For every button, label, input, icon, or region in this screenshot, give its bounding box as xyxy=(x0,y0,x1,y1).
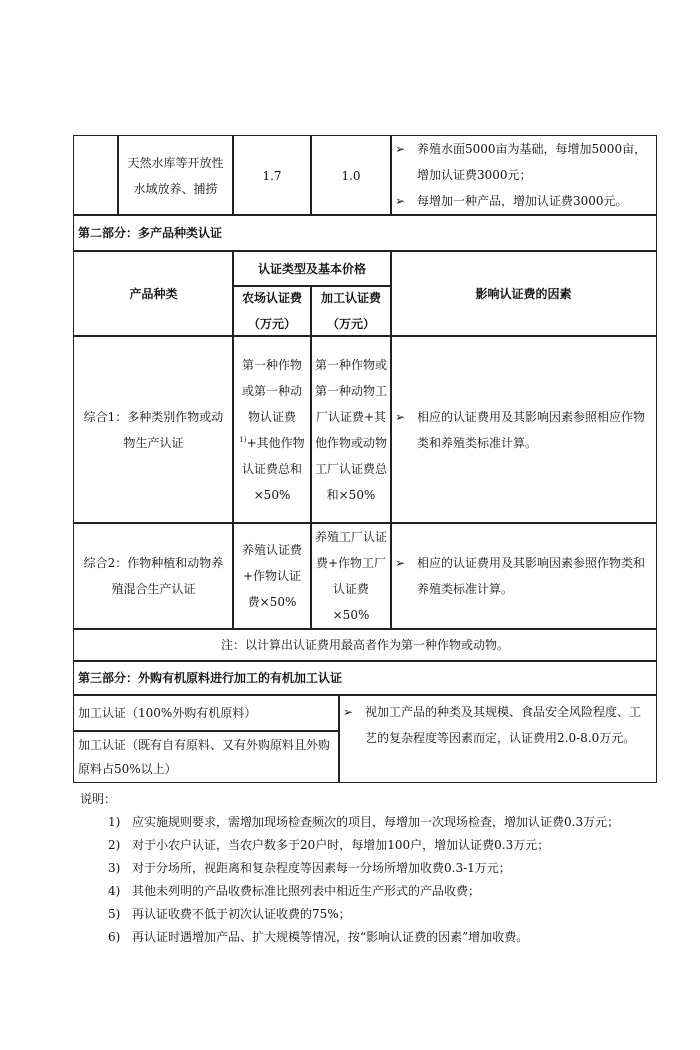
category-cell: 天然水库等开放性水域放养、捕捞 xyxy=(117,135,234,216)
row2-farm-fee: 养殖认证费+作物认证费×50% xyxy=(232,522,312,630)
farm-fee-cell: 1.7 xyxy=(232,135,312,216)
part2-title: 第二部分：多产品种类认证 xyxy=(73,214,657,252)
row1-factor: ➢ 相应的认证费用及其影响因素参照相应作物类和养殖类标准计算。 xyxy=(390,335,657,524)
row2-factor: ➢ 相应的认证费用及其影响因素参照作物类和养殖类标准计算。 xyxy=(390,522,657,630)
bullet-arrow-icon: ➢ xyxy=(395,142,406,156)
note-item: 6) 再认证时遇增加产品、扩大规模等情况，按“影响认证费的因素”增加收费。 xyxy=(108,930,529,944)
row2-product: 综合2：作物种植和动物养殖混合生产认证 xyxy=(73,522,234,630)
part2-note: 注：以计算出认证费用最高者作为第一种作物或动物。 xyxy=(73,628,657,662)
header-factors: 影响认证费的因素 xyxy=(390,250,657,337)
header-farm-fee: 农场认证费（万元） xyxy=(232,285,312,337)
note-item: 4) 其他未列明的产品收费标准比照列表中相近生产形式的产品收费； xyxy=(108,884,481,898)
factors-cell: ➢ 养殖水面5000亩为基础，每增加5000亩，增加认证费3000元； ➢ 每增加一种产品，增加认证费3000元。 xyxy=(390,135,657,216)
bullet-arrow-icon: ➢ xyxy=(395,194,406,208)
notes-section xyxy=(80,788,619,949)
part3-row2: 加工认证（既有自有原料、又有外购原料且外购原料占50%以上） xyxy=(73,730,340,783)
header-product: 产品种类 xyxy=(73,250,234,337)
note-item: 3) 对于分场所，视距离和复杂程度等因素每一分场所增加收费0.3-1万元； xyxy=(108,861,511,875)
part3-factor: ➢ 视加工产品的种类及其规模、食品安全风险程度、工艺的复杂程度等因素而定，认证费用2.0-8.0万元。 xyxy=(338,694,657,783)
part3-row1: 加工认证（100%外购有机原料） xyxy=(73,694,340,732)
bullet-arrow-icon: ➢ xyxy=(395,409,406,424)
note-item: 5) 再认证收费不低于初次认证收费的75%； xyxy=(108,907,351,921)
row1-farm-fee: 第一种作物或第一种动物认证费$^{1)}$+其他作物认证费总和×50% xyxy=(232,335,312,524)
row2-processing-fee: 养殖工厂认证费+作物工厂认证费×50% xyxy=(310,522,392,630)
note-item: 2) 对于小农户认证，当农户数多于20户时，每增加100户，增加认证费0.3万元； xyxy=(108,838,550,852)
note-item: 1) 应实施规则要求，需增加现场检查频次的项目，每增加一次现场检查，增加认证费0.3万元； xyxy=(108,815,620,829)
header-processing-fee: 加工认证费（万元） xyxy=(310,285,392,337)
row1-product: 综合1：多种类别作物或动物生产认证 xyxy=(73,335,234,524)
processing-fee-cell: 1.0 xyxy=(310,135,392,216)
bullet-arrow-icon: ➢ xyxy=(343,705,354,719)
part3-title: 第三部分：外购有机原料进行加工的有机加工认证 xyxy=(73,660,657,696)
blank-cell xyxy=(73,135,119,216)
notes-title: 说明： xyxy=(80,792,117,806)
bullet-arrow-icon: ➢ xyxy=(395,556,406,570)
row1-processing-fee: 第一种作物或第一种动物工厂认证费+其他作物或动物工厂认证费总和×50% xyxy=(310,335,392,524)
header-cert-type: 认证类型及基本价格 xyxy=(232,250,392,287)
